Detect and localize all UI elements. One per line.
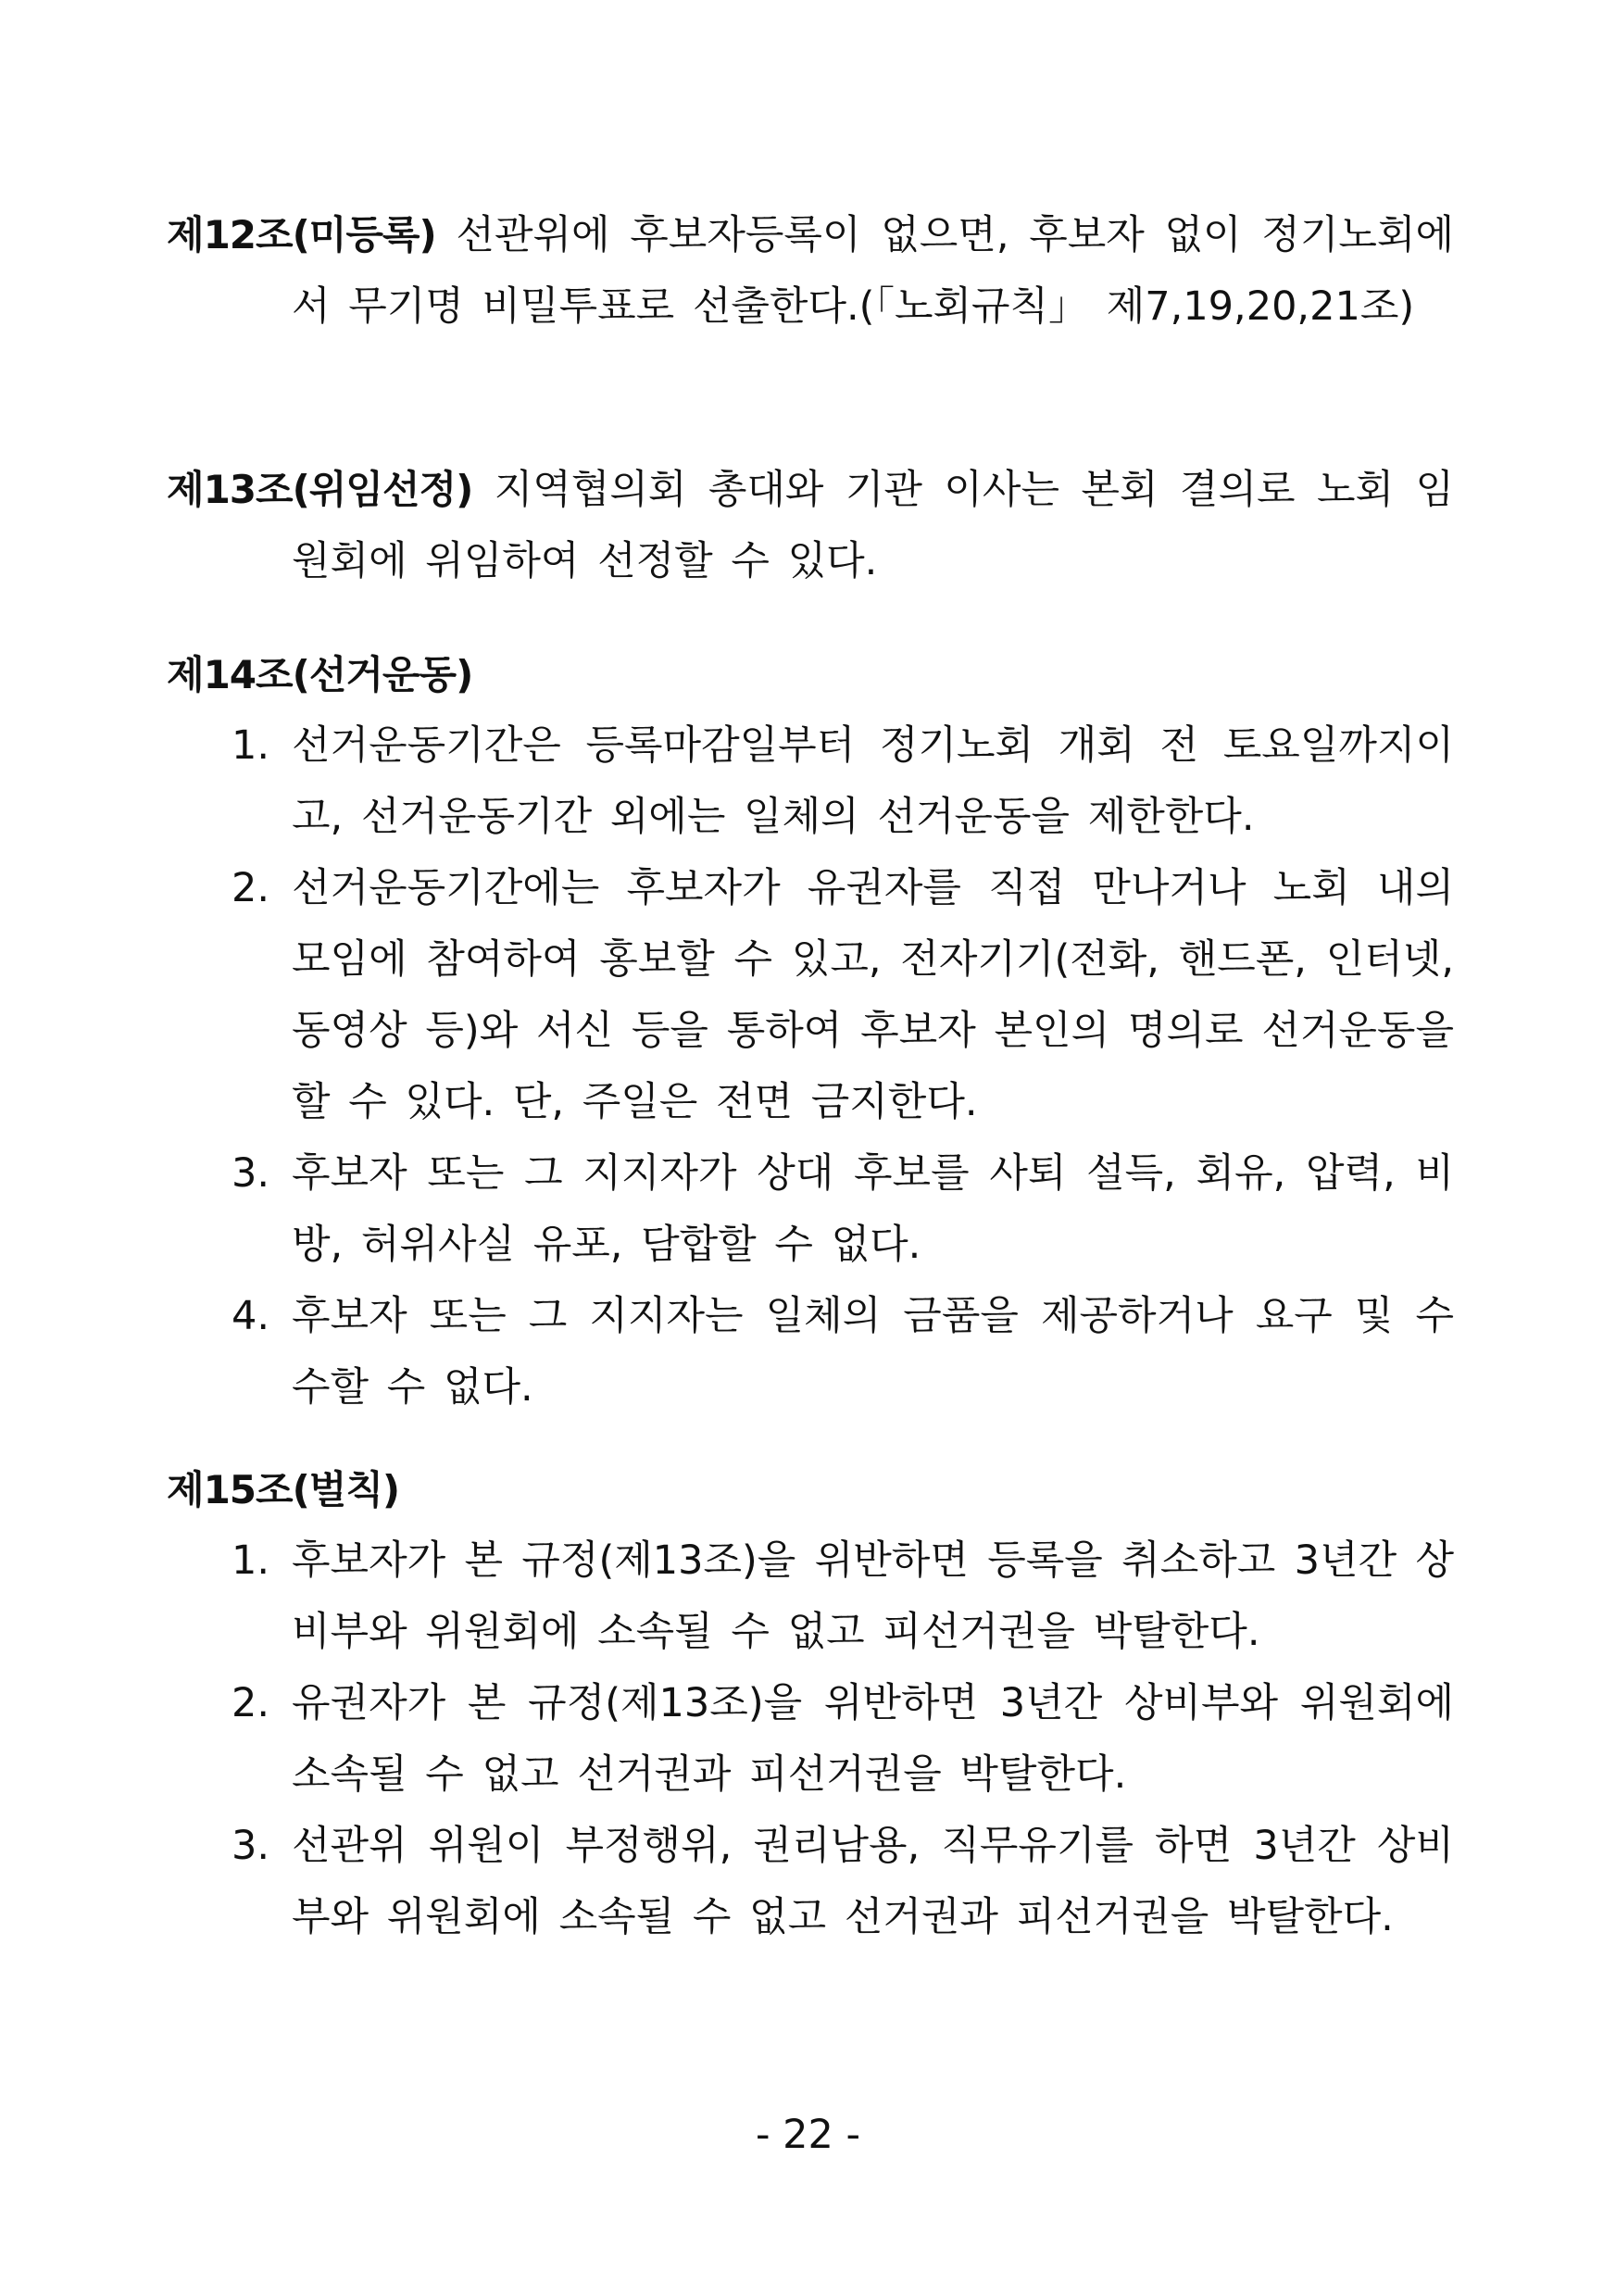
list-item [167,1138,1454,1281]
item-text: 선거운동기간에는 후보자가 유권자를 직접 만나거나 노회 내의 모임에 참여하여 홍보할 수 있고, 전자기기(전화, 핸드폰, 인터넷, 동영상 등)와 서신 등을 통하여 후보자 본인의 명의로 선거운동을 할 수 있다. 단, 주일은 전면 금지한다. [292,865,1454,1125]
item-number: 1. [232,1537,270,1584]
list-item [167,853,1454,1138]
list-item [167,1281,1454,1424]
article-15-title: 제15조(벌칙) [167,1467,400,1512]
article-14 [167,639,1454,1424]
article-13-text: 지역협의회 총대와 기관 이사는 본회 결의로 노회 임원회에 위임하여 선정할 수 있다. [292,467,1454,584]
item-number: 2. [232,1680,270,1726]
list-item [167,1525,1454,1668]
item-text: 후보자 또는 그 지지자는 일체의 금품을 제공하거나 요구 및 수수할 수 없다. [292,1293,1454,1411]
article-12-title: 제12조(미등록) [167,212,436,257]
item-number: 2. [232,865,270,911]
item-text: 선관위 위원이 부정행위, 권리남용, 직무유기를 하면 3년간 상비부와 위원회에 소속될 수 없고 선거권과 피선거권을 박탈한다. [292,1823,1454,1940]
item-text: 선거운동기간은 등록마감일부터 정기노회 개회 전 토요일까지이고, 선거운동기간 외에는 일체의 선거운동을 제한한다. [292,722,1454,840]
item-number: 3. [232,1150,270,1197]
item-text: 후보자가 본 규정(제13조)을 위반하면 등록을 취소하고 3년간 상비부와 위원회에 소속될 수 없고 피선거권을 박탈한다. [292,1537,1454,1655]
article-13-paragraph [167,454,1454,597]
article-14-list [167,710,1454,1424]
article-13 [167,454,1454,597]
item-text: 후보자 또는 그 지지자가 상대 후보를 사퇴 설득, 회유, 압력, 비방, 허위사실 유포, 담합할 수 없다. [292,1150,1454,1268]
item-text: 유권자가 본 규정(제13조)을 위반하면 3년간 상비부와 위원회에 소속될 수 없고 선거권과 피선거권을 박탈한다. [292,1680,1454,1798]
list-item [167,1668,1454,1811]
article-12-paragraph [167,199,1454,343]
item-number: 1. [232,722,270,769]
article-14-title: 제14조(선거운동) [167,652,473,697]
list-item [167,710,1454,853]
article-13-title: 제13조(위임선정) [167,467,473,512]
item-number: 4. [232,1293,270,1339]
article-12-text: 선관위에 후보자등록이 없으면, 후보자 없이 정기노회에서 무기명 비밀투표로 선출한다.(「노회규칙」 제7,19,20,21조) [292,212,1454,330]
article-15 [167,1454,1454,1953]
article-15-list [167,1525,1454,1953]
item-number: 3. [232,1823,270,1869]
article-12 [167,199,1454,343]
list-item [167,1811,1454,1953]
page-number: - 22 - [755,2112,861,2158]
